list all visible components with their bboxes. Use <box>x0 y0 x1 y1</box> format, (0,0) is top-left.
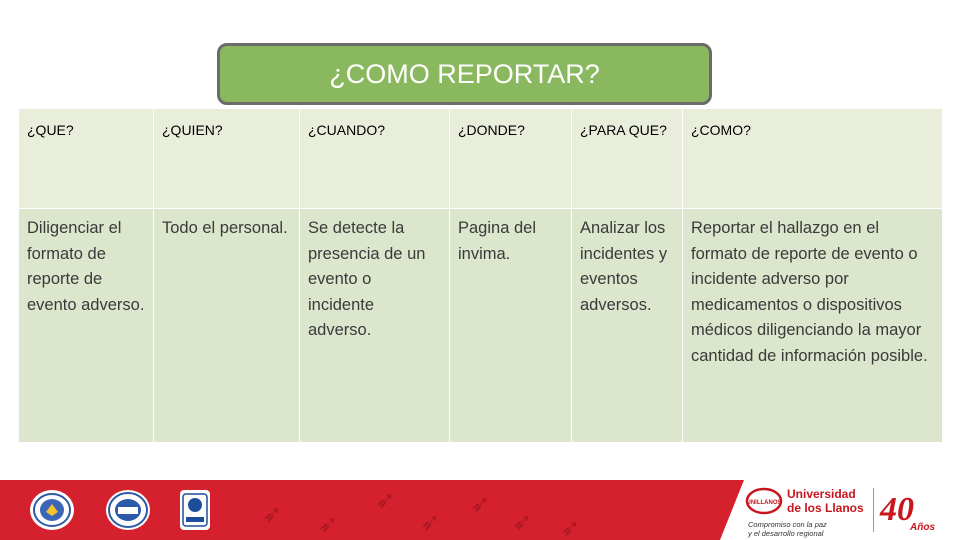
table-header-row <box>19 109 943 209</box>
slide-title <box>217 43 712 105</box>
icontec-logo-icon <box>180 490 210 530</box>
slogan-line1: Compromiso con la paz <box>748 520 827 529</box>
bird-icon: ➶ <box>375 487 396 514</box>
cell-cuando: Se detecte la presencia de un evento o incidente adverso. <box>300 209 450 443</box>
anniversary-word: Años <box>910 522 935 533</box>
header-para-que: ¿PARA QUE? <box>572 109 683 209</box>
bird-icon: ➶ <box>512 509 533 536</box>
cell-para-que: Analizar los incidentes y eventos adversos. <box>572 209 683 443</box>
university-name-line1: Universidad <box>787 487 856 501</box>
university-name <box>787 487 877 515</box>
university-badge-text: UNILLANOS <box>746 500 782 506</box>
bird-icon: ➶ <box>470 491 491 518</box>
university-name-line2: de los Llanos <box>787 501 864 515</box>
cell-quien: Todo el personal. <box>154 209 300 443</box>
header-que: ¿QUE? <box>19 109 154 209</box>
cell-que: Diligenciar el formato de reporte de evento adverso. <box>19 209 154 443</box>
icontec-logo-graphic <box>182 493 208 527</box>
header-quien: ¿QUIEN? <box>154 109 300 209</box>
report-table <box>18 108 943 443</box>
cell-donde: Pagina del invima. <box>450 209 572 443</box>
slide-title-text: ¿COMO REPORTAR? <box>329 58 600 89</box>
header-como: ¿COMO? <box>683 109 943 209</box>
seal-logo-graphic <box>32 492 72 528</box>
header-donde: ¿DONDE? <box>450 109 572 209</box>
university-logo-icon <box>745 486 783 516</box>
iqnet-logo-icon <box>106 490 150 530</box>
slogan-line2: y el desarrollo regional <box>748 529 824 538</box>
table-row <box>19 209 943 443</box>
anniversary-40-icon <box>876 484 960 534</box>
header-cuando: ¿CUANDO? <box>300 109 450 209</box>
anniversary-number: 40 <box>880 491 914 528</box>
university-slogan <box>748 520 868 538</box>
iqnet-logo-graphic <box>107 491 149 529</box>
bird-icon: ➶ <box>318 511 339 538</box>
bird-icon: ➶ <box>420 509 441 536</box>
bird-icon: ➶ <box>560 515 581 540</box>
seal-logo-icon <box>30 490 74 530</box>
cell-como: Reportar el hallazgo en el formato de reporte de evento o incidente adverso por medicamentos o dispositivos médicos diligenciando la mayor cantidad de información posible. <box>683 209 943 443</box>
bird-icon: ➶ <box>262 501 283 528</box>
footer-divider <box>873 488 874 532</box>
